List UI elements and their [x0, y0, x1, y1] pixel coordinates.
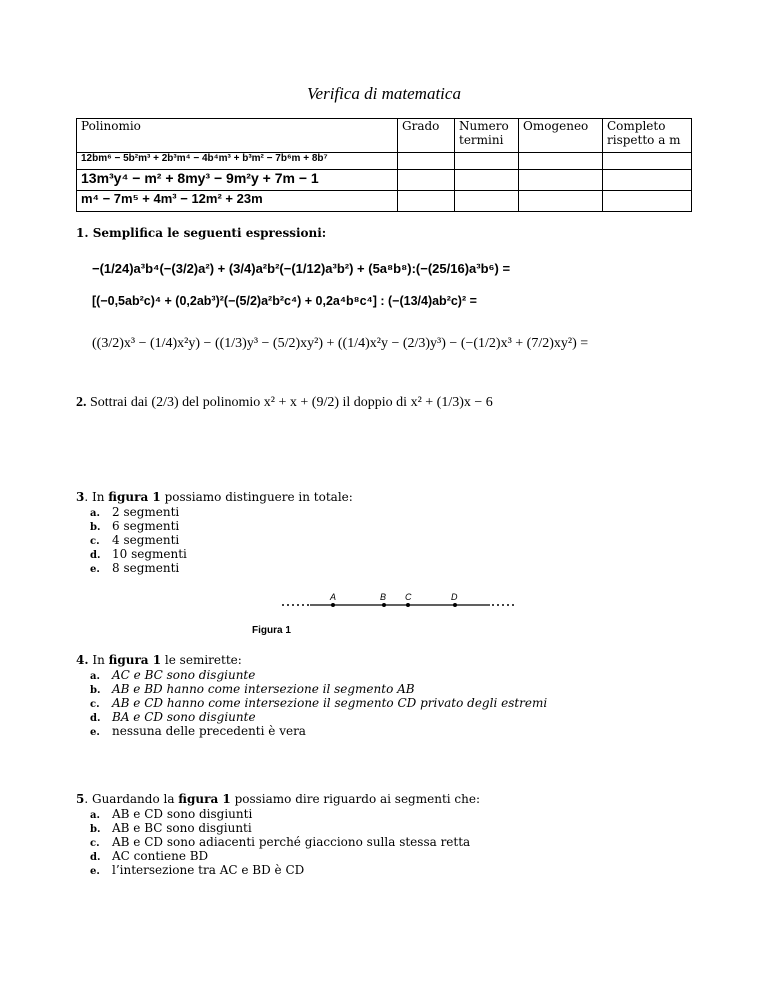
question-4-text: le semirette:: [161, 653, 242, 667]
option-item[interactable]: [90, 821, 470, 835]
option-letter: a.: [90, 508, 100, 519]
polynomial-cell: 12bm⁶ − 5b²m³ + 2b³m⁴ − 4b⁴m³ + b³m² − 7b⁶m + 8b⁷: [77, 153, 398, 170]
option-text: AB e BC sono disgiunti: [112, 821, 252, 835]
table-header-row: [77, 119, 692, 153]
option-letter: a.: [90, 810, 100, 821]
header-polinomio: Polinomio: [77, 119, 398, 153]
option-letter: d.: [90, 713, 101, 724]
header-completo: Completo rispetto a m: [603, 119, 692, 153]
option-item[interactable]: [90, 696, 547, 710]
option-text: l’intersezione tra AC e BD è CD: [112, 863, 305, 877]
question-3-text: . In: [84, 490, 109, 504]
point-d: [453, 603, 457, 607]
option-item[interactable]: [90, 668, 547, 682]
table-row: [77, 170, 692, 191]
question-5-text: . Guardando la: [84, 792, 179, 806]
option-text: 2 segmenti: [112, 505, 180, 519]
figure-ref: figura 1: [108, 490, 161, 504]
point-b: [382, 603, 386, 607]
option-letter: c.: [90, 838, 100, 849]
option-text: BA e CD sono disgiunte: [112, 710, 256, 724]
polynomial-table: [76, 118, 692, 212]
question-4-text: In: [88, 653, 109, 667]
option-item[interactable]: [90, 561, 187, 575]
grado-cell: [398, 170, 455, 191]
question-4-number: 4.: [76, 653, 89, 667]
point-c-label: C: [405, 592, 412, 602]
option-letter: e.: [90, 866, 100, 877]
option-letter: b.: [90, 522, 101, 533]
table-row: [77, 153, 692, 170]
option-text: 10 segmenti: [112, 547, 187, 561]
point-a-label: A: [330, 592, 337, 602]
option-item[interactable]: [90, 682, 547, 696]
completo-cell: [603, 170, 692, 191]
header-grado: Grado: [398, 119, 455, 153]
point-b-label: B: [380, 592, 387, 602]
option-text: AB e CD sono disgiunti: [112, 807, 253, 821]
figure-ref: figura 1: [108, 653, 162, 667]
option-letter: d.: [90, 852, 101, 863]
question-3-text: possiamo distinguere in totale:: [160, 490, 353, 504]
option-item[interactable]: [90, 863, 470, 877]
figure-ref: figura 1: [178, 792, 231, 806]
option-item[interactable]: [90, 807, 470, 821]
option-item[interactable]: [90, 849, 470, 863]
question-1-label: 1. Semplifica le seguenti espressioni:: [76, 226, 327, 240]
question-4-options: [90, 668, 547, 738]
option-letter: e.: [90, 564, 100, 575]
option-text: 8 segmenti: [112, 561, 180, 575]
termini-cell: [455, 191, 519, 212]
expression-2: [(−0,5ab²c)⁴ + (0,2ab³)²(−(5/2)a²b²c⁴) + 0,2a⁴b⁸c⁴] : (−(13/4)ab²c)² =: [92, 294, 477, 308]
polynomial-cell: 13m³y⁴ − m² + 8my³ − 9m²y + 7m − 1: [77, 170, 398, 191]
figure-1: [252, 588, 520, 640]
polynomial-cell: m⁴ − 7m⁵ + 4m³ − 12m² + 23m: [77, 191, 398, 212]
header-numero-termini: Numero termini: [455, 119, 519, 153]
option-item[interactable]: [90, 835, 470, 849]
omogeneo-cell: [519, 191, 603, 212]
document-title: Verifica di matematica: [307, 84, 461, 103]
option-letter: d.: [90, 550, 101, 561]
grado-cell: [398, 153, 455, 170]
option-text: AC e BC sono disgiunte: [112, 668, 256, 682]
option-letter: a.: [90, 671, 100, 682]
question-4: [76, 653, 242, 667]
option-text: 6 segmenti: [112, 519, 180, 533]
option-text: nessuna delle precedenti è vera: [112, 724, 306, 738]
table-row: [77, 191, 692, 212]
option-text: AB e CD sono adiacenti perché giacciono sulla stessa retta: [112, 835, 471, 849]
termini-cell: [455, 153, 519, 170]
question-5-number: 5: [76, 792, 85, 806]
question-2-text: Sottrai dai (2/3) del polinomio x² + x + (9/2) il doppio di x² + (1/3)x − 6: [90, 395, 493, 410]
termini-cell: [455, 170, 519, 191]
header-omogeneo: Omogeneo: [519, 119, 603, 153]
option-text: AC contiene BD: [112, 849, 209, 863]
question-5-options: [90, 807, 470, 877]
completo-cell: [603, 191, 692, 212]
question-3-number: 3: [76, 490, 85, 504]
completo-cell: [603, 153, 692, 170]
question-2-number: 2.: [76, 395, 87, 410]
question-2: [76, 395, 493, 411]
grado-cell: [398, 191, 455, 212]
option-letter: b.: [90, 824, 101, 835]
option-item[interactable]: [90, 724, 547, 738]
option-item[interactable]: [90, 533, 187, 547]
expression-3: ((3/2)x³ − (1/4)x²y) − ((1/3)y³ − (5/2)xy²) + ((1/4)x²y − (2/3)y³) − (−(1/2)x³ + (7/2)xy²) =: [92, 336, 589, 351]
option-letter: b.: [90, 685, 101, 696]
figure-caption: Figura 1: [252, 625, 291, 636]
omogeneo-cell: [519, 153, 603, 170]
option-letter: e.: [90, 727, 100, 738]
point-c: [406, 603, 410, 607]
option-text: 4 segmenti: [112, 533, 180, 547]
option-letter: c.: [90, 699, 100, 710]
option-item[interactable]: [90, 505, 187, 519]
option-text: AB e BD hanno come intersezione il segmento AB: [112, 682, 415, 696]
option-item[interactable]: [90, 710, 547, 724]
point-a: [331, 603, 335, 607]
expression-1: −(1/24)a³b⁴(−(3/2)a²) + (3/4)a²b²(−(1/12)a³b²) + (5a⁸b⁸):(−(25/16)a³b⁶) =: [92, 261, 511, 276]
option-item[interactable]: [90, 519, 187, 533]
question-3: [76, 490, 353, 504]
question-5: [76, 792, 480, 806]
point-d-label: D: [451, 592, 458, 602]
question-3-options: [90, 505, 187, 575]
option-letter: c.: [90, 536, 100, 547]
question-5-text: possiamo dire riguardo ai segmenti che:: [230, 792, 481, 806]
omogeneo-cell: [519, 170, 603, 191]
option-item[interactable]: [90, 547, 187, 561]
option-text: AB e CD hanno come intersezione il segmento CD privato degli estremi: [112, 696, 548, 710]
